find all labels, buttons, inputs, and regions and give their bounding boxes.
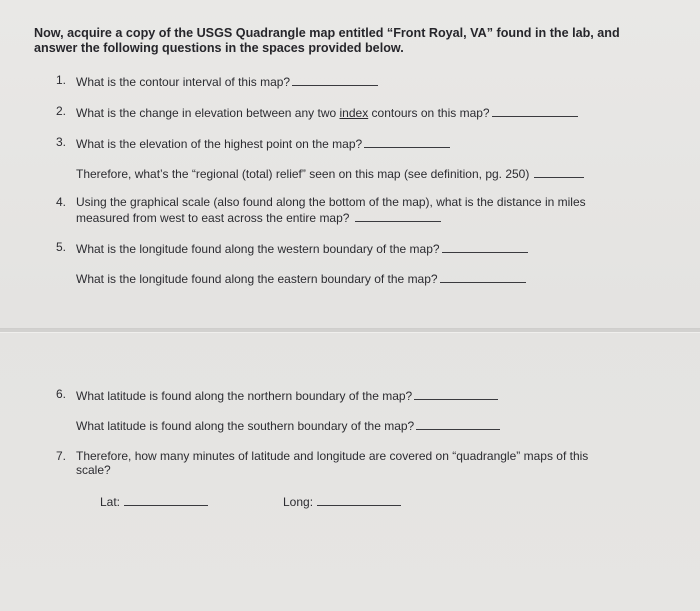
question-2 (76, 104, 578, 120)
question-5 (76, 240, 528, 256)
question-4-line-2: measured from west to east across the entire map? (76, 211, 350, 225)
question-2-text-b: contours on this map? (368, 106, 490, 120)
question-7-line-1: Therefore, how many minutes of latitude and longitude are covered on “quadrangle” maps of this (76, 449, 589, 463)
question-6-followup-answer-blank[interactable] (416, 417, 500, 430)
question-4 (76, 195, 586, 225)
question-6-text: What latitude is found along the northern boundary of the map? (76, 389, 413, 403)
lat-answer (100, 493, 208, 509)
question-5-text: What is the longitude found along the western boundary of the map? (76, 242, 440, 256)
question-3-text: What is the elevation of the highest point on the map? (76, 137, 363, 151)
question-5-followup (76, 270, 526, 286)
question-6-followup-text: What latitude is found along the southern boundary of the map? (76, 419, 415, 433)
long-answer-blank[interactable] (317, 493, 401, 506)
question-6-answer-blank[interactable] (414, 387, 498, 400)
long-label: Long: (283, 495, 314, 509)
question-5-answer-blank[interactable] (442, 240, 528, 253)
question-4-number: 4. (55, 195, 66, 209)
question-5-followup-answer-blank[interactable] (440, 270, 526, 283)
question-6-followup (76, 417, 500, 433)
question-1-answer-blank[interactable] (292, 73, 378, 86)
long-answer (283, 493, 401, 509)
question-5-followup-text: What is the longitude found along the eastern boundary of the map? (76, 272, 438, 286)
question-7 (76, 449, 588, 477)
question-2-number: 2. (55, 104, 66, 118)
lat-answer-blank[interactable] (124, 493, 208, 506)
question-4-answer-blank[interactable] (355, 209, 441, 222)
question-6 (76, 387, 498, 403)
question-2-text-a: What is the change in elevation between any two (76, 106, 340, 120)
question-3-answer-blank[interactable] (364, 135, 450, 148)
question-2-underlined-word: index (339, 106, 369, 120)
question-6-number: 6. (55, 387, 66, 401)
question-1 (76, 73, 378, 89)
question-2-answer-blank[interactable] (492, 104, 578, 117)
question-3-followup-answer-blank[interactable] (534, 165, 584, 178)
instructions-line-1: Now, acquire a copy of the USGS Quadrangle map entitled “Front Royal, VA” found in the lab, and (34, 26, 620, 40)
lat-label: Lat: (100, 495, 121, 509)
instructions-header (34, 26, 644, 56)
question-3-followup-text: Therefore, what’s the “regional (total) relief” seen on this map (see definition, pg. 250) (76, 167, 530, 181)
question-7-number: 7. (55, 449, 66, 463)
question-3 (76, 135, 450, 151)
question-3-number: 3. (55, 135, 66, 149)
instructions-line-2: answer the following questions in the spaces provided below. (34, 41, 404, 55)
question-7-line-2: scale? (76, 463, 111, 477)
page-fold-divider (0, 328, 700, 333)
question-1-text: What is the contour interval of this map? (76, 75, 291, 89)
question-3-followup (76, 165, 584, 181)
question-4-line-1: Using the graphical scale (also found along the bottom of the map), what is the distance in miles (76, 195, 586, 209)
question-5-number: 5. (55, 240, 66, 254)
question-1-number: 1. (55, 73, 66, 87)
